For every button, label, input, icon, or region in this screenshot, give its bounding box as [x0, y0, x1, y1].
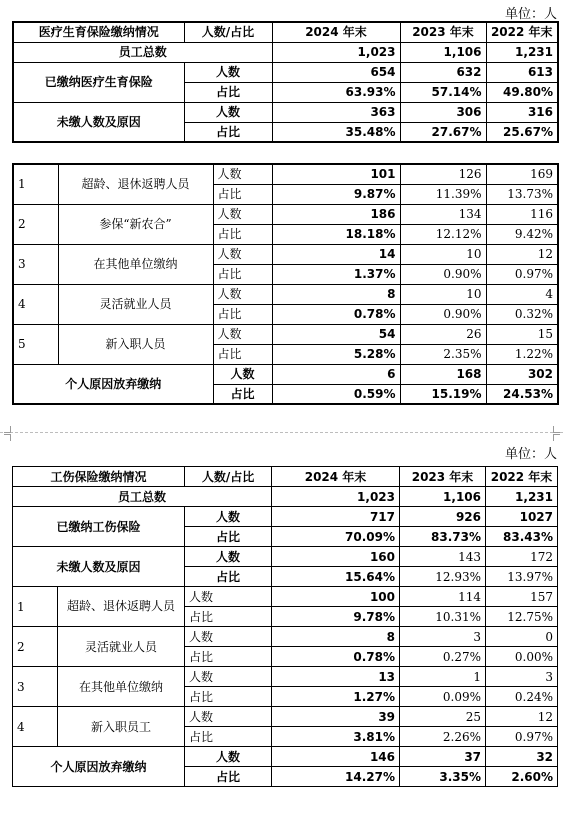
value-cell: 1.22% [486, 344, 558, 364]
table-row [13, 747, 558, 767]
table-row [13, 102, 558, 122]
value-cell: 1.27% [272, 687, 400, 707]
value-cell: 12.93% [400, 567, 486, 587]
header-cell: 2023 年末 [400, 467, 486, 487]
value-cell: 13.97% [486, 567, 558, 587]
metric-label: 占比 [184, 122, 272, 142]
value-cell: 126 [400, 164, 486, 184]
reason-group [13, 164, 558, 204]
value-cell: 1,023 [272, 42, 400, 62]
value-cell: 83.43% [486, 527, 558, 547]
reason-label: 在其他单位缴纳 [58, 244, 213, 284]
header-cell: 2022 年末 [486, 467, 558, 487]
value-cell: 32 [486, 747, 558, 767]
metric-label: 占比 [184, 82, 272, 102]
value-cell: 8 [272, 627, 400, 647]
value-cell: 2.60% [486, 767, 558, 787]
value-cell: 1,106 [400, 487, 486, 507]
reason-label: 超龄、退休返聘人员 [58, 587, 185, 627]
value-cell: 717 [272, 507, 400, 527]
value-cell: 10 [400, 284, 486, 304]
metric-label: 占比 [185, 727, 272, 747]
metric-label: 人数 [185, 627, 272, 647]
header-row [13, 467, 558, 487]
value-cell: 2.35% [400, 344, 486, 364]
value-cell: 15 [486, 324, 558, 344]
row-label: 已缴纳医疗生育保险 [13, 62, 184, 102]
value-cell: 363 [272, 102, 400, 122]
value-cell: 12 [486, 707, 558, 727]
value-cell: 1,023 [272, 487, 400, 507]
reason-group [13, 324, 558, 364]
reason-group [13, 204, 558, 244]
metric-label: 人数 [184, 102, 272, 122]
row-label: 员工总数 [13, 487, 272, 507]
page-corner-mark [4, 434, 11, 441]
reason-label: 在其他单位缴纳 [58, 667, 185, 707]
value-cell: 3 [486, 667, 558, 687]
value-cell: 1027 [486, 507, 558, 527]
metric-label: 占比 [213, 264, 272, 284]
reason-number: 4 [13, 284, 58, 324]
value-cell: 926 [400, 507, 486, 527]
value-cell: 2.26% [400, 727, 486, 747]
value-cell: 1,231 [486, 487, 558, 507]
reason-number: 5 [13, 324, 58, 364]
value-cell: 5.28% [272, 344, 400, 364]
value-cell: 12.75% [486, 607, 558, 627]
table-row [13, 487, 558, 507]
row-label: 未缴人数及原因 [13, 102, 184, 142]
value-cell: 13 [272, 667, 400, 687]
value-cell: 1.37% [272, 264, 400, 284]
metric-label: 占比 [185, 527, 272, 547]
header-cell: 人数/占比 [185, 467, 272, 487]
value-cell: 12.12% [400, 224, 486, 244]
value-cell: 0.32% [486, 304, 558, 324]
value-cell: 14.27% [272, 767, 400, 787]
value-cell: 172 [486, 547, 558, 567]
metric-label: 人数 [184, 62, 272, 82]
value-cell: 8 [272, 284, 400, 304]
value-cell: 186 [272, 204, 400, 224]
value-cell: 3 [400, 627, 486, 647]
reason-label: 超龄、退休返聘人员 [58, 164, 213, 204]
value-cell: 83.73% [400, 527, 486, 547]
row-label: 未缴人数及原因 [13, 547, 185, 587]
value-cell: 101 [272, 164, 400, 184]
value-cell: 0.97% [486, 727, 558, 747]
metric-label: 占比 [185, 767, 272, 787]
value-cell: 0.00% [486, 647, 558, 667]
reason-label: 参保“新农合” [58, 204, 213, 244]
reason-label: 灵活就业人员 [58, 627, 185, 667]
metric-label: 人数 [213, 204, 272, 224]
header-cell: 2024 年末 [272, 22, 400, 42]
value-cell: 39 [272, 707, 400, 727]
value-cell: 37 [400, 747, 486, 767]
metric-label: 人数 [213, 364, 272, 384]
metric-label: 人数 [185, 707, 272, 727]
table-row [13, 42, 558, 62]
value-cell: 1,231 [486, 42, 558, 62]
header-row [13, 22, 558, 42]
value-cell: 3.35% [400, 767, 486, 787]
metric-label: 占比 [213, 344, 272, 364]
value-cell: 18.18% [272, 224, 400, 244]
metric-label: 占比 [213, 384, 272, 404]
value-cell: 63.93% [272, 82, 400, 102]
table-row [13, 667, 558, 687]
table-row [13, 62, 558, 82]
metric-label: 占比 [213, 304, 272, 324]
reason-number: 1 [13, 587, 58, 627]
value-cell: 1 [400, 667, 486, 687]
value-cell: 9.42% [486, 224, 558, 244]
value-cell: 146 [272, 747, 400, 767]
value-cell: 306 [400, 102, 486, 122]
header-cell: 2022 年末 [486, 22, 558, 42]
header-cell: 工伤保险缴纳情况 [13, 467, 185, 487]
metric-label: 占比 [213, 224, 272, 244]
metric-label: 占比 [185, 687, 272, 707]
value-cell: 613 [486, 62, 558, 82]
value-cell: 316 [486, 102, 558, 122]
metric-label: 人数 [185, 547, 272, 567]
value-cell: 0.09% [400, 687, 486, 707]
value-cell: 3.81% [272, 727, 400, 747]
metric-label: 占比 [185, 607, 272, 627]
value-cell: 14 [272, 244, 400, 264]
metric-label: 人数 [185, 507, 272, 527]
value-cell: 57.14% [400, 82, 486, 102]
value-cell: 54 [272, 324, 400, 344]
value-cell: 9.87% [272, 184, 400, 204]
reason-number: 1 [13, 164, 58, 204]
value-cell: 11.39% [400, 184, 486, 204]
value-cell: 35.48% [272, 122, 400, 142]
value-cell: 157 [486, 587, 558, 607]
value-cell: 0.90% [400, 264, 486, 284]
value-cell: 654 [272, 62, 400, 82]
reason-label: 新入职员工 [58, 707, 185, 747]
reason-label: 新入职人员 [58, 324, 213, 364]
value-cell: 0.78% [272, 304, 400, 324]
header-cell: 2024 年末 [272, 467, 400, 487]
medical-reasons-table [12, 163, 559, 405]
value-cell: 0.90% [400, 304, 486, 324]
value-cell: 49.80% [486, 82, 558, 102]
value-cell: 0 [486, 627, 558, 647]
value-cell: 0.24% [486, 687, 558, 707]
value-cell: 10 [400, 244, 486, 264]
reason-number: 4 [13, 707, 58, 747]
value-cell: 143 [400, 547, 486, 567]
value-cell: 24.53% [486, 384, 558, 404]
metric-label: 人数 [185, 747, 272, 767]
value-cell: 25 [400, 707, 486, 727]
value-cell: 25.67% [486, 122, 558, 142]
reason-number: 2 [13, 627, 58, 667]
value-cell: 169 [486, 164, 558, 184]
value-cell: 134 [400, 204, 486, 224]
page-corner-mark [4, 426, 11, 433]
value-cell: 302 [486, 364, 558, 384]
metric-label: 人数 [185, 667, 272, 687]
value-cell: 70.09% [272, 527, 400, 547]
table-row [13, 627, 558, 647]
metric-label: 人数 [213, 244, 272, 264]
reason-label: 灵活就业人员 [58, 284, 213, 324]
value-cell: 10.31% [400, 607, 486, 627]
value-cell: 4 [486, 284, 558, 304]
table-row [13, 587, 558, 607]
injury-table [12, 466, 558, 787]
value-cell: 160 [272, 547, 400, 567]
value-cell: 6 [272, 364, 400, 384]
metric-label: 占比 [185, 647, 272, 667]
value-cell: 0.27% [400, 647, 486, 667]
row-label: 员工总数 [13, 42, 272, 62]
metric-label: 人数 [213, 164, 272, 184]
value-cell: 168 [400, 364, 486, 384]
value-cell: 0.97% [486, 264, 558, 284]
value-cell: 0.59% [272, 384, 400, 404]
unit-label-medical: 单位：人 [505, 7, 558, 22]
metric-label: 占比 [185, 567, 272, 587]
table-row [13, 507, 558, 527]
value-cell: 100 [272, 587, 400, 607]
value-cell: 0.78% [272, 647, 400, 667]
reason-number: 3 [13, 244, 58, 284]
row-label: 个人原因放弃缴纳 [13, 747, 185, 787]
value-cell: 15.64% [272, 567, 400, 587]
value-cell: 27.67% [400, 122, 486, 142]
metric-label: 占比 [213, 184, 272, 204]
value-cell: 12 [486, 244, 558, 264]
header-cell: 医疗生育保险缴纳情况 [13, 22, 184, 42]
row-label: 已缴纳工伤保险 [13, 507, 185, 547]
value-cell: 13.73% [486, 184, 558, 204]
value-cell: 26 [400, 324, 486, 344]
header-cell: 人数/占比 [184, 22, 272, 42]
personal-reason-group [13, 364, 558, 404]
table-row [13, 547, 558, 567]
value-cell: 114 [400, 587, 486, 607]
page-corner-mark [553, 434, 560, 441]
table-row [13, 707, 558, 727]
value-cell: 632 [400, 62, 486, 82]
value-cell: 9.78% [272, 607, 400, 627]
medical-summary-table [12, 21, 559, 143]
header-cell: 2023 年末 [400, 22, 486, 42]
metric-label: 人数 [213, 324, 272, 344]
reason-group [13, 284, 558, 324]
page-corner-mark [553, 426, 560, 433]
reason-number: 2 [13, 204, 58, 244]
metric-label: 人数 [185, 587, 272, 607]
value-cell: 15.19% [400, 384, 486, 404]
row-label: 个人原因放弃缴纳 [13, 364, 213, 404]
page-break-line [0, 432, 563, 433]
reason-group [13, 244, 558, 284]
metric-label: 人数 [213, 284, 272, 304]
reason-number: 3 [13, 667, 58, 707]
unit-label-injury: 单位：人 [505, 447, 558, 462]
value-cell: 116 [486, 204, 558, 224]
value-cell: 1,106 [400, 42, 486, 62]
